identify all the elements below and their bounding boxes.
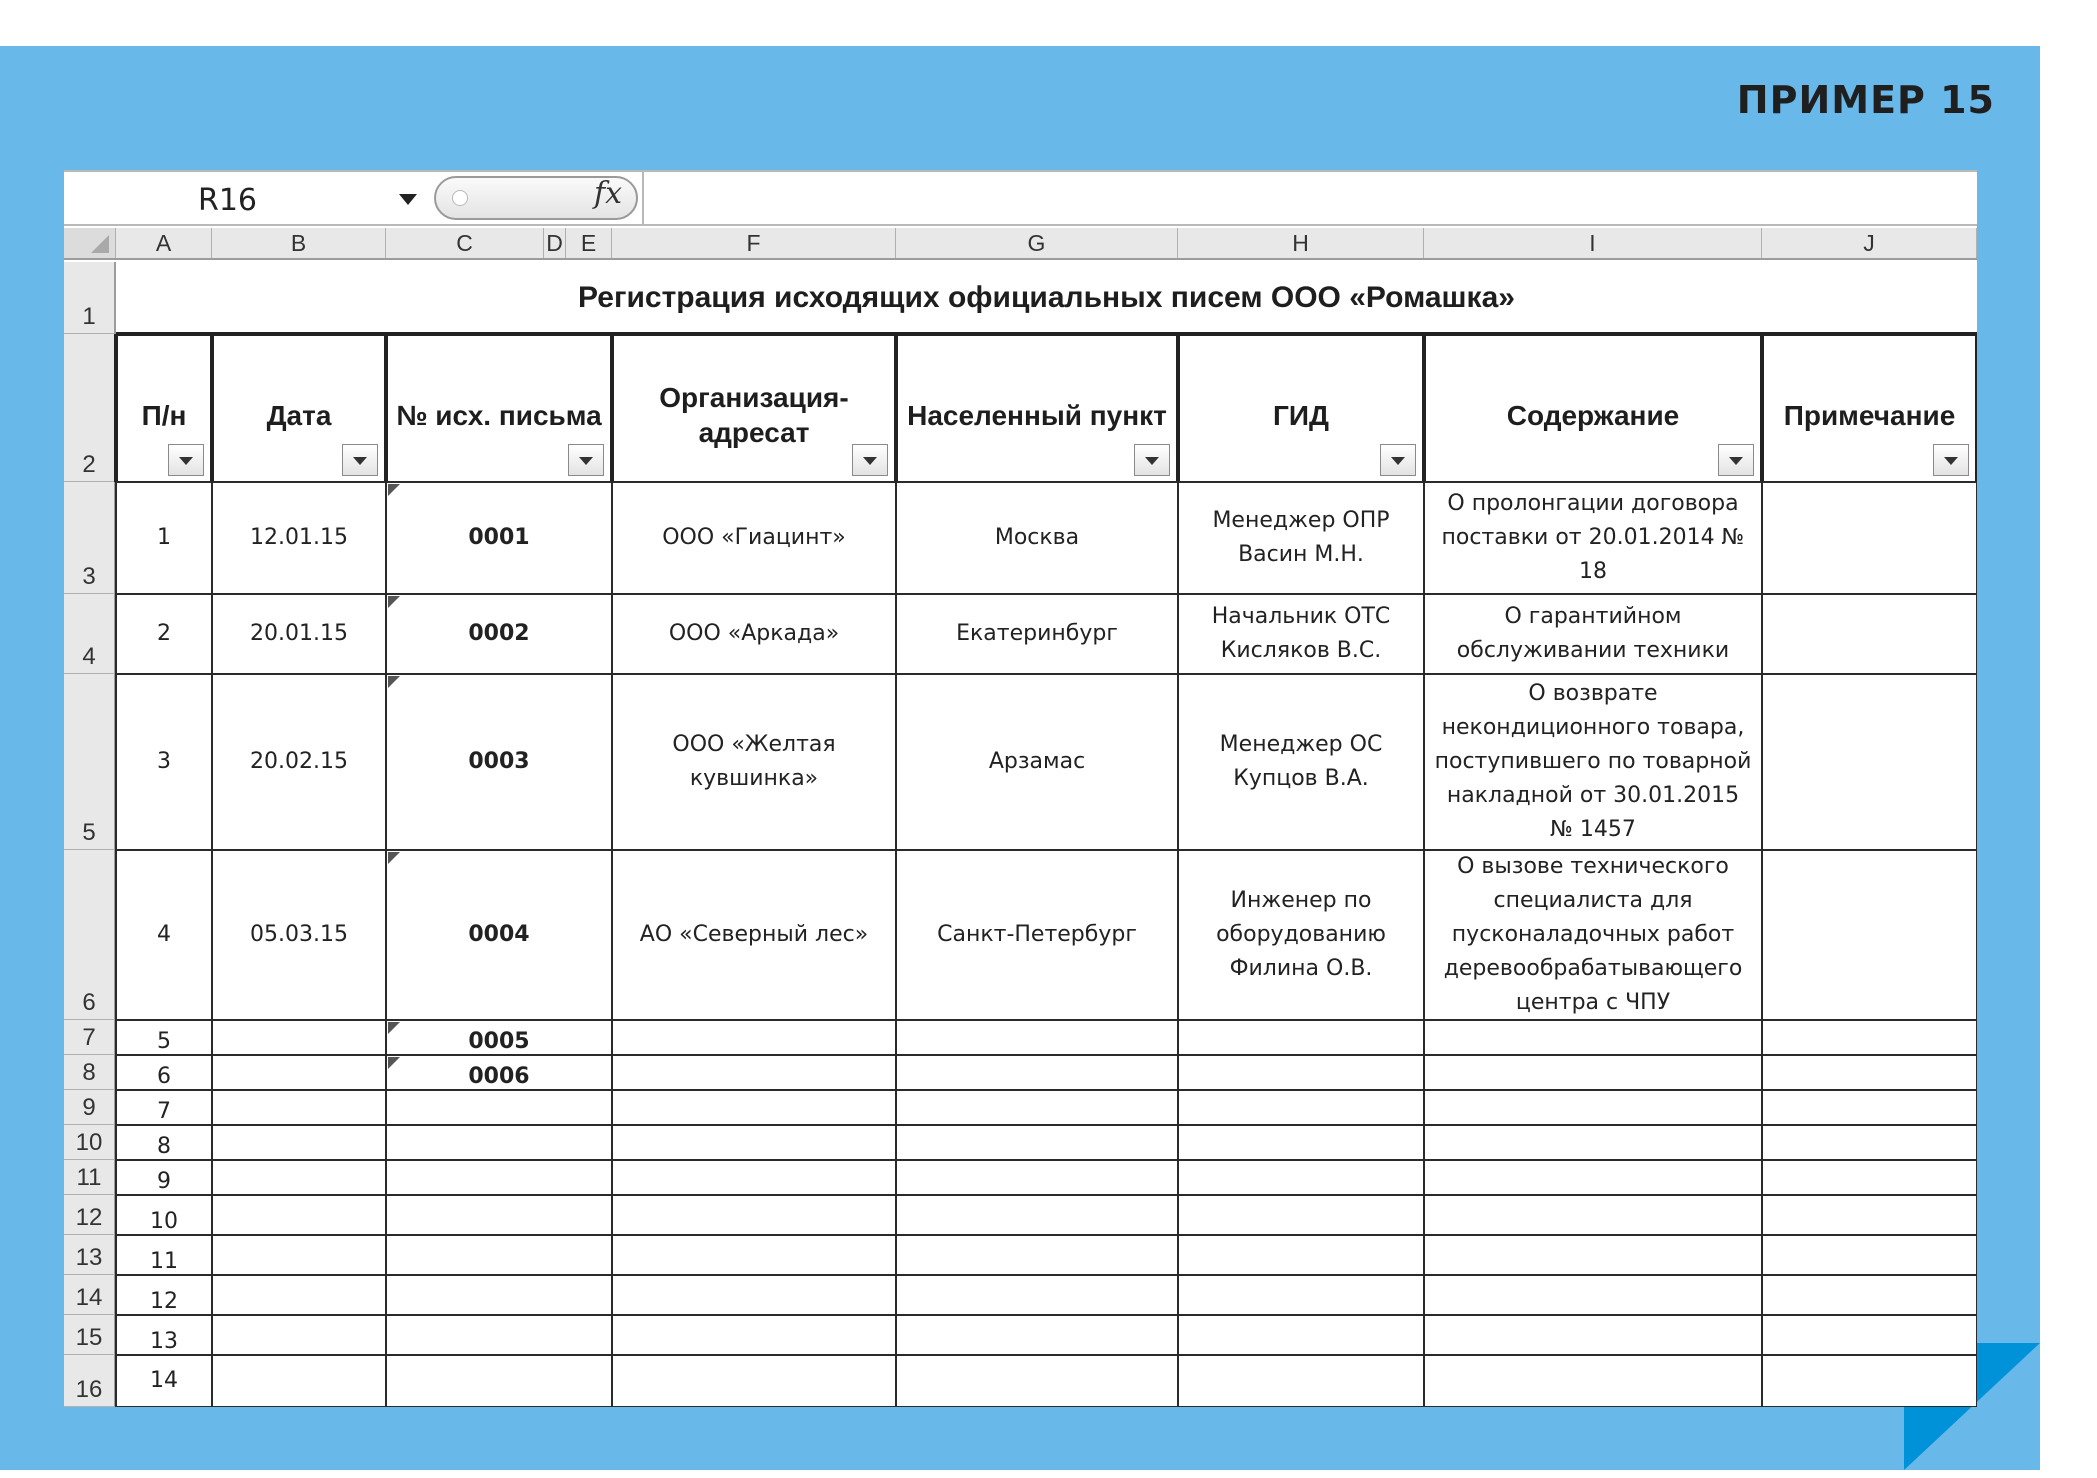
cell-n[interactable]: 10	[150, 1208, 178, 1234]
cell-gid[interactable]: Менеджер ОС Купцов В.А.	[1219, 731, 1383, 791]
cell-content[interactable]	[1424, 1125, 1762, 1160]
filter-dropdown-button[interactable]	[1718, 444, 1754, 476]
cell-city[interactable]: Екатеринбург	[956, 620, 1118, 646]
cell-city[interactable]: Санкт-Петербург	[937, 921, 1137, 947]
cell-num[interactable]	[386, 1090, 612, 1125]
header-top-border	[116, 332, 1977, 336]
row-header-1[interactable]: 1	[64, 262, 116, 334]
cell-n[interactable]: 3	[157, 748, 171, 774]
cell-n[interactable]: 11	[150, 1248, 178, 1274]
cell-gid[interactable]	[1178, 1160, 1424, 1195]
cell-content[interactable]	[1424, 1020, 1762, 1055]
cell-n[interactable]: 7	[157, 1098, 171, 1124]
cell-n[interactable]: 14	[150, 1367, 178, 1393]
cell-note[interactable]	[1762, 850, 1977, 1020]
header-column-border	[384, 334, 388, 482]
header-column-border	[1760, 334, 1764, 482]
cell-org[interactable]	[612, 1160, 896, 1195]
cell-content[interactable]: О вызове технического специалиста для пусконаладочных работ деревообрабатывающего центра с ЧПУ	[1443, 853, 1743, 1016]
cell-city[interactable]	[896, 1275, 1178, 1315]
cell-note[interactable]	[1762, 1275, 1977, 1315]
table-header-org: Организация-адресат	[659, 382, 849, 448]
row-header-8[interactable]: 8	[64, 1055, 116, 1090]
cell-gid[interactable]	[1178, 1235, 1424, 1275]
chevron-down-icon[interactable]	[399, 194, 417, 205]
filter-dropdown-button[interactable]	[1380, 444, 1416, 476]
cell-date[interactable]	[212, 1355, 386, 1407]
filter-dropdown-button[interactable]	[1933, 444, 1969, 476]
cell-date[interactable]	[212, 1235, 386, 1275]
row-header-2[interactable]: 2	[64, 334, 116, 482]
cell-date[interactable]	[212, 1315, 386, 1355]
cell-note[interactable]	[1762, 674, 1977, 850]
cell-content[interactable]: О возврате некондиционного товара, поступившего по товарной накладной от 30.01.2015 № 1457	[1434, 680, 1752, 843]
row-header-11[interactable]: 11	[64, 1160, 116, 1195]
insert-function-icon[interactable]: fx	[594, 176, 623, 211]
table-header-gid: ГИД	[1273, 400, 1329, 431]
cell-org[interactable]	[612, 1315, 896, 1355]
column-header-c[interactable]: C	[386, 228, 544, 258]
cell-note[interactable]	[1762, 1090, 1977, 1125]
cell-note[interactable]	[1762, 1235, 1977, 1275]
row-header-6[interactable]: 6	[64, 850, 116, 1020]
cell-org[interactable]: АО «Северный лес»	[639, 921, 869, 947]
splitter-knob-icon	[452, 190, 468, 206]
cell-gid[interactable]	[1178, 1020, 1424, 1055]
cell-date[interactable]	[212, 1160, 386, 1195]
cell-date[interactable]	[212, 1125, 386, 1160]
cell-city[interactable]	[896, 1055, 1178, 1090]
error-indicator-icon	[388, 596, 400, 608]
cell-gid[interactable]	[1178, 1355, 1424, 1407]
cell-gid[interactable]	[1178, 1055, 1424, 1090]
cell-content[interactable]: О гарантийном обслуживании техники	[1456, 603, 1730, 663]
table-header-content: Содержание	[1506, 400, 1680, 431]
cell-n[interactable]: 1	[157, 524, 171, 550]
filter-dropdown-button[interactable]	[852, 444, 888, 476]
cell-date[interactable]: 20.02.15	[250, 748, 348, 774]
error-indicator-icon	[388, 1057, 400, 1069]
cell-n[interactable]: 13	[150, 1328, 178, 1354]
cell-n[interactable]: 4	[157, 921, 171, 947]
header-column-border	[114, 334, 118, 482]
cell-org[interactable]	[612, 1195, 896, 1235]
cell-city[interactable]	[896, 1195, 1178, 1235]
cell-gid[interactable]: Менеджер ОПР Васин М.Н.	[1212, 507, 1390, 567]
column-header-b[interactable]: B	[212, 228, 386, 258]
error-indicator-icon	[388, 676, 400, 688]
row-header-7[interactable]: 7	[64, 1020, 116, 1055]
cell-org[interactable]	[612, 1020, 896, 1055]
formula-bar	[64, 170, 1977, 226]
formula-input[interactable]	[642, 172, 1977, 224]
row-header-16[interactable]: 16	[64, 1355, 116, 1407]
cell-note[interactable]	[1762, 1055, 1977, 1090]
select-all-button[interactable]	[64, 228, 116, 258]
cell-num[interactable]: 0002	[468, 620, 530, 646]
cell-n[interactable]: 6	[157, 1063, 171, 1089]
cell-n[interactable]: 12	[150, 1288, 178, 1314]
row-header-15[interactable]: 15	[64, 1315, 116, 1355]
cell-num[interactable]	[386, 1195, 612, 1235]
error-indicator-icon	[388, 1022, 400, 1034]
error-indicator-icon	[388, 484, 400, 496]
cell-num[interactable]: 0006	[468, 1063, 530, 1089]
column-header-d[interactable]: D	[544, 228, 566, 258]
cell-num[interactable]	[386, 1275, 612, 1315]
cell-city[interactable]	[896, 1315, 1178, 1355]
row-header-12[interactable]: 12	[64, 1195, 116, 1235]
cell-num[interactable]	[386, 1125, 612, 1160]
cell-date[interactable]: 05.03.15	[250, 921, 348, 947]
row-header-3[interactable]: 3	[64, 482, 116, 594]
cell-note[interactable]	[1762, 1195, 1977, 1235]
cell-date[interactable]	[212, 1195, 386, 1235]
cell-gid[interactable]: Инженер по оборудованию Филина О.В.	[1216, 887, 1386, 982]
column-header-a[interactable]: A	[116, 228, 212, 258]
cell-num[interactable]	[386, 1235, 612, 1275]
cell-content[interactable]	[1424, 1355, 1762, 1407]
column-header-e[interactable]: E	[566, 228, 612, 258]
table-header-pn: П/н	[141, 400, 187, 431]
cell-org[interactable]	[612, 1090, 896, 1125]
filter-dropdown-button[interactable]	[1134, 444, 1170, 476]
example-badge: ПРИМЕР 15	[1736, 78, 1995, 122]
cell-note[interactable]	[1762, 1020, 1977, 1055]
cell-content[interactable]	[1424, 1315, 1762, 1355]
cell-city[interactable]: Арзамас	[988, 748, 1086, 774]
cell-date[interactable]	[212, 1275, 386, 1315]
cell-note[interactable]	[1762, 1355, 1977, 1407]
header-column-border	[894, 334, 898, 482]
cell-city[interactable]	[896, 1125, 1178, 1160]
cell-content[interactable]	[1424, 1055, 1762, 1090]
cell-n[interactable]: 9	[157, 1168, 171, 1194]
cell-gid[interactable]: Начальник ОТС Кисляков В.С.	[1211, 603, 1391, 663]
cell-content[interactable]	[1424, 1090, 1762, 1125]
cell-org[interactable]: ООО «Желтая кувшинка»	[672, 731, 836, 791]
cell-content[interactable]	[1424, 1160, 1762, 1195]
cell-org[interactable]	[612, 1355, 896, 1407]
cell-n[interactable]: 8	[157, 1133, 171, 1159]
cell-gid[interactable]	[1178, 1125, 1424, 1160]
sheet-title: Регистрация исходящих официальных писем ООО «Ромашка»	[578, 281, 1515, 314]
name-box[interactable]	[64, 172, 426, 224]
filter-dropdown-button[interactable]	[168, 444, 204, 476]
cell-n[interactable]: 5	[157, 1028, 171, 1054]
cell-note[interactable]	[1762, 1160, 1977, 1195]
cell-gid[interactable]	[1178, 1090, 1424, 1125]
cell-num[interactable]: 0001	[468, 524, 530, 550]
cell-date[interactable]	[212, 1090, 386, 1125]
cell-org[interactable]	[612, 1275, 896, 1315]
column-header-j[interactable]: J	[1762, 228, 1977, 258]
cell-content[interactable]: О пролонгации договора поставки от 20.01.2014 № 18	[1441, 490, 1745, 585]
cell-content[interactable]	[1424, 1275, 1762, 1315]
cell-num[interactable]	[386, 1315, 612, 1355]
cell-content[interactable]	[1424, 1195, 1762, 1235]
column-header-g[interactable]: G	[896, 228, 1178, 258]
error-indicator-icon	[388, 852, 400, 864]
cell-num[interactable]: 0005	[468, 1028, 530, 1054]
column-header-f[interactable]: F	[612, 228, 896, 258]
row-header-5[interactable]: 5	[64, 674, 116, 850]
header-column-border	[210, 334, 214, 482]
cell-date[interactable]: 20.01.15	[250, 620, 348, 646]
column-header-h[interactable]: H	[1178, 228, 1424, 258]
cell-note[interactable]	[1762, 594, 1977, 674]
cell-date[interactable]	[212, 1055, 386, 1090]
cell-org[interactable]: ООО «Гиацинт»	[662, 524, 846, 550]
cell-city[interactable]: Москва	[994, 524, 1080, 550]
table-header-date: Дата	[266, 400, 332, 431]
cell-num[interactable]	[386, 1160, 612, 1195]
cell-note[interactable]	[1762, 1315, 1977, 1355]
cell-note[interactable]	[1762, 482, 1977, 594]
spreadsheet	[64, 170, 1977, 1407]
cell-city[interactable]	[896, 1020, 1178, 1055]
column-header-i[interactable]: I	[1424, 228, 1762, 258]
select-all-icon	[91, 235, 109, 253]
cell-city[interactable]	[896, 1090, 1178, 1125]
table-header-note: Примечание	[1783, 400, 1956, 431]
cell-date[interactable]	[212, 1020, 386, 1055]
filter-dropdown-button[interactable]	[568, 444, 604, 476]
name-box-value: R16	[198, 183, 258, 218]
cell-org[interactable]: ООО «Аркада»	[668, 620, 840, 646]
cell-content[interactable]	[1424, 1235, 1762, 1275]
table-header-city: Населенный пункт	[907, 400, 1167, 431]
cell-org[interactable]	[612, 1055, 896, 1090]
table-header-num: № исх. письма	[396, 400, 602, 431]
row-header-9[interactable]: 9	[64, 1090, 116, 1125]
cell-date[interactable]: 12.01.15	[250, 524, 348, 550]
column-header-bar	[64, 228, 1977, 260]
header-column-border	[610, 334, 614, 482]
cell-num[interactable]	[386, 1355, 612, 1407]
filter-dropdown-button[interactable]	[342, 444, 378, 476]
cell-city[interactable]	[896, 1235, 1178, 1275]
cell-city[interactable]	[896, 1160, 1178, 1195]
header-column-border	[1975, 334, 1977, 482]
cell-gid[interactable]	[1178, 1315, 1424, 1355]
cell-org[interactable]	[612, 1235, 896, 1275]
row-header-10[interactable]: 10	[64, 1125, 116, 1160]
cell-gid[interactable]	[1178, 1195, 1424, 1235]
header-column-border	[1176, 334, 1180, 482]
cell-gid[interactable]	[1178, 1275, 1424, 1315]
cell-org[interactable]	[612, 1125, 896, 1160]
row-header-4[interactable]: 4	[64, 594, 116, 674]
cell-note[interactable]	[1762, 1125, 1977, 1160]
row-header-13[interactable]: 13	[64, 1235, 116, 1275]
header-column-border	[1422, 334, 1426, 482]
cell-num[interactable]: 0004	[468, 921, 530, 947]
row-header-14[interactable]: 14	[64, 1275, 116, 1315]
cell-city[interactable]	[896, 1355, 1178, 1407]
cell-num[interactable]: 0003	[468, 748, 530, 774]
cell-n[interactable]: 2	[157, 620, 171, 646]
